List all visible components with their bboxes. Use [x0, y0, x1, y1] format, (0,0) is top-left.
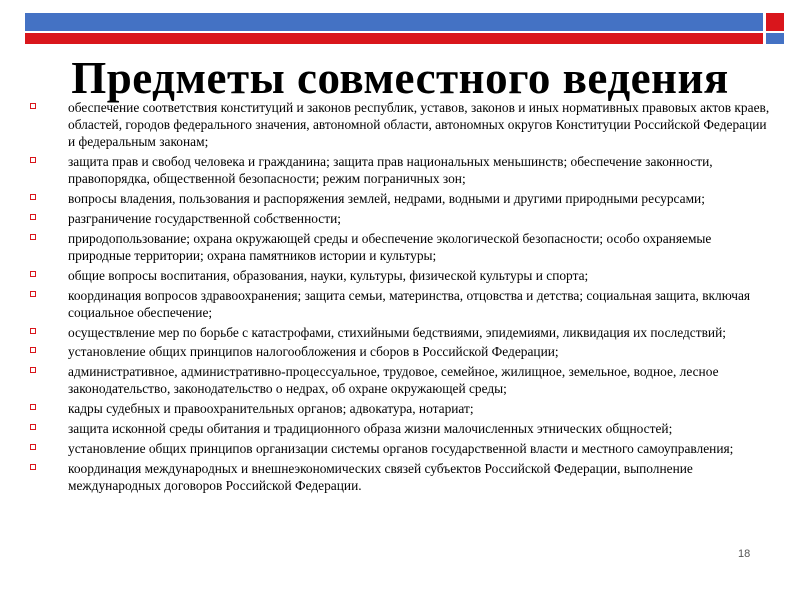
- list-item: [30, 153, 775, 187]
- hollow-square-bullet-icon: [30, 271, 36, 277]
- list-item-text: защита исконной среды обитания и традиционного образа жизни малочисленных этнических общностей;: [68, 420, 673, 436]
- list-item: [30, 343, 775, 360]
- list-item: [30, 420, 775, 437]
- hollow-square-bullet-icon: [30, 234, 36, 240]
- list-item-text: природопользование; охрана окружающей среды и обеспечение экологической безопасности; особо охраняемые природные территории; охрана памятников истории и культуры;: [68, 230, 712, 263]
- list-item-text: вопросы владения, пользования и распоряжения землей, недрами, водными и другими природными ресурсами;: [68, 191, 705, 207]
- header-square-blue: [766, 33, 784, 44]
- list-item: [30, 99, 775, 151]
- list-item-text: установление общих принципов организации системы органов государственной власти и местного самоуправления;: [68, 440, 734, 456]
- slide-title: Предметы совместного ведения: [71, 53, 729, 103]
- bullet-list: [30, 99, 775, 497]
- header-square-red: [766, 13, 784, 31]
- hollow-square-bullet-icon: [30, 291, 36, 297]
- list-item-text: административное, административно-процессуальное, трудовое, семейное, жилищное, земельное, водное, лесное законодательство, законодательство о недрах, об охране окружающей среды;: [68, 364, 719, 397]
- list-item: [30, 460, 775, 494]
- hollow-square-bullet-icon: [30, 194, 36, 200]
- header-bar-red: [25, 33, 763, 44]
- list-item: [30, 230, 775, 264]
- list-item-text: кадры судебных и правоохранительных органов; адвокатура, нотариат;: [68, 401, 474, 417]
- list-item-text: защита прав и свобод человека и гражданина; защита прав национальных меньшинств; обеспечение законности, правопорядка, общественной безопасности; режим пограничных зон;: [68, 154, 713, 187]
- list-item: [30, 324, 775, 341]
- hollow-square-bullet-icon: [30, 424, 36, 430]
- list-item-text: общие вопросы воспитания, образования, науки, культуры, физической культуры и спорта;: [68, 267, 589, 283]
- header-bar-blue: [25, 13, 763, 31]
- list-item: [30, 267, 775, 284]
- hollow-square-bullet-icon: [30, 444, 36, 450]
- hollow-square-bullet-icon: [30, 103, 36, 109]
- list-item: [30, 363, 775, 397]
- hollow-square-bullet-icon: [30, 214, 36, 220]
- list-item-text: установление общих принципов налогообложения и сборов в Российской Федерации;: [68, 344, 559, 360]
- list-item: [30, 190, 775, 207]
- list-item: [30, 210, 775, 227]
- hollow-square-bullet-icon: [30, 367, 36, 373]
- list-item-text: координация вопросов здравоохранения; защита семьи, материнства, отцовства и детства; социальная защита, включая социальное обеспечение;: [68, 287, 751, 320]
- list-item-text: осуществление мер по борьбе с катастрофами, стихийными бедствиями, эпидемиями, ликвидация их последствий;: [68, 324, 726, 340]
- list-item-text: координация международных и внешнеэкономических связей субъектов Российской Федерации, выполнение международных договоров Российской Федерации.: [68, 460, 693, 493]
- page-number: 18: [738, 548, 751, 560]
- hollow-square-bullet-icon: [30, 157, 36, 163]
- hollow-square-bullet-icon: [30, 404, 36, 410]
- hollow-square-bullet-icon: [30, 464, 36, 470]
- list-item: [30, 287, 775, 321]
- list-item: [30, 400, 775, 417]
- hollow-square-bullet-icon: [30, 347, 36, 353]
- list-item: [30, 440, 775, 457]
- list-item-text: обеспечение соответствия конституций и законов республик, уставов, законов и иных нормативных правовых актов краев, областей, городов федерального значения, автономной области, автономных округов Конституции Российской Федерации и федеральным законам;: [68, 100, 770, 150]
- list-item-text: разграничение государственной собственности;: [68, 211, 341, 226]
- hollow-square-bullet-icon: [30, 328, 36, 334]
